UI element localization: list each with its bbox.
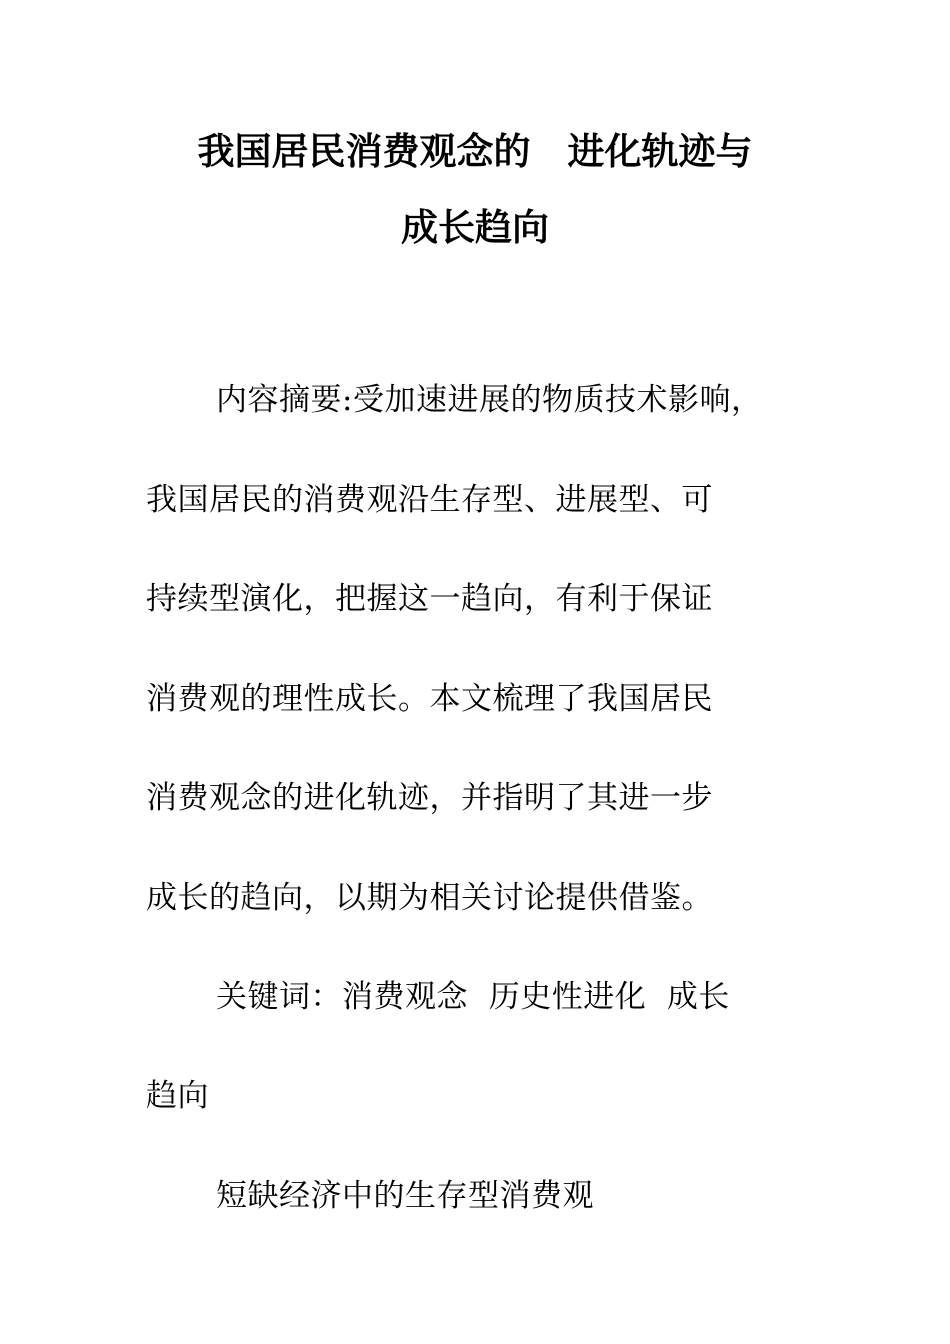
abstract-line: 消费观的理性成长。本文梳理了我国居民 xyxy=(146,681,713,717)
abstract-line: 成长的趋向，以期为相关讨论提供借鉴。 xyxy=(146,880,713,916)
abstract-line: 我国居民的消费观沿生存型、进展型、可 xyxy=(146,482,713,518)
document-title-line-2: 成长趋向 xyxy=(401,206,549,249)
abstract-line: 消费观念的进化轨迹，并指明了其进一步 xyxy=(146,780,713,816)
keywords-line: 趋向 xyxy=(146,1078,209,1114)
document-title-line-1: 我国居民消费观念的 进化轨迹与 xyxy=(197,130,753,173)
abstract-line: 持续型演化，把握这一趋向，有利于保证 xyxy=(146,581,713,617)
section-heading: 短缺经济中的生存型消费观 xyxy=(216,1178,594,1214)
abstract-line: 内容摘要:受加速进展的物质技术影响， xyxy=(216,382,763,418)
keywords-line: 关键词：消费观念 历史性进化 成长 xyxy=(216,979,730,1015)
